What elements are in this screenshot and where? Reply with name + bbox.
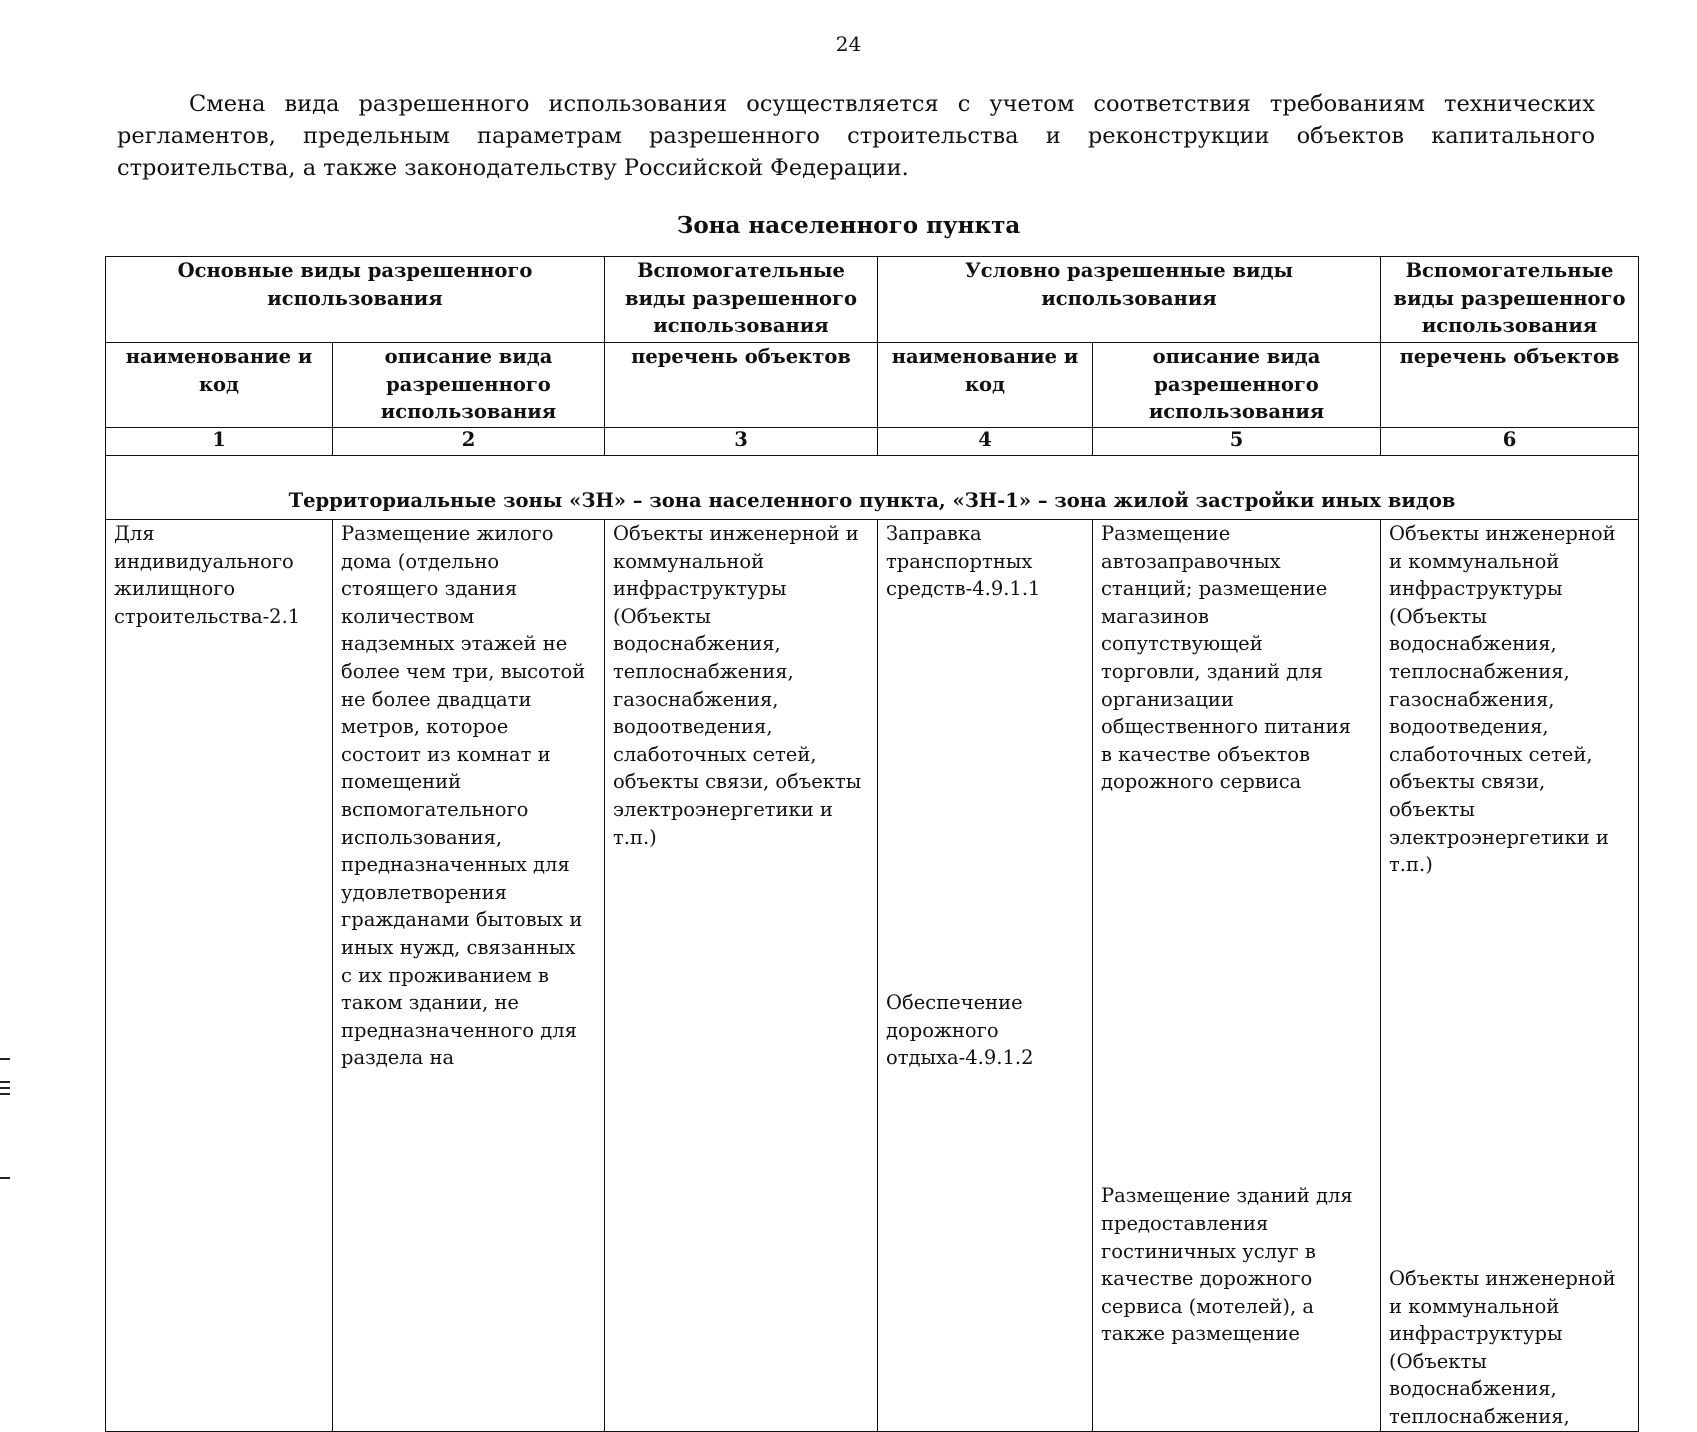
cell-name-code-1 (106, 520, 333, 1432)
text-line: Объекты инженерной (1389, 522, 1616, 545)
header-aux-uses-2: Вспомогательные виды разрешенного использования (1381, 257, 1639, 343)
cell-objects-list-2 (1381, 520, 1639, 1432)
text-line: состоит из комнат и (341, 742, 551, 766)
header-conditional-uses: Условно разрешенные виды использования (878, 257, 1381, 343)
text-line: дорожного сервиса (1101, 770, 1302, 794)
text-line: Для (114, 522, 155, 545)
text-line: (Объекты (1389, 1349, 1487, 1373)
column-number: 1 (106, 428, 333, 456)
column-number-row (106, 428, 1639, 456)
text-line: водоотведения, (613, 715, 773, 739)
aux-objects-block-b (1389, 879, 1630, 1431)
header-aux-uses-1: Вспомогательные виды разрешенного использования (605, 257, 878, 343)
text-line: инфраструктуры (613, 577, 787, 601)
conditional-description-block-a (1101, 520, 1372, 796)
text-line: водоснабжения, (1389, 632, 1557, 656)
text-line: объекты (1389, 797, 1475, 821)
text-line: не более двадцати (341, 687, 532, 711)
text-line: т.п.) (1389, 853, 1433, 877)
text-line: использования, (341, 825, 503, 849)
text-line: в качестве объектов (1101, 742, 1310, 766)
scan-edge-mark (0, 1087, 10, 1089)
conditional-description-block-b (1101, 796, 1372, 1348)
text-line: общественного питания (1101, 715, 1351, 739)
land-use-table (105, 256, 1639, 1432)
subheader-description-2: описание вида разрешенного использования (1093, 343, 1381, 428)
text-line: теплоснабжения, (613, 659, 794, 683)
zone-row-title: Территориальные зоны «ЗН» – зона населенного пункта, «ЗН-1» – зона жилой застройки иных видов (106, 456, 1639, 520)
text-line: метров, которое (341, 715, 509, 739)
text-line: строительства-2.1 (114, 604, 301, 628)
text-line: газоснабжения, (613, 687, 779, 711)
column-number: 5 (1093, 428, 1381, 456)
conditional-use-block-a (886, 520, 1084, 603)
text-line: Обеспечение (886, 991, 1023, 1015)
text-line: транспортных (886, 549, 1033, 573)
aux-objects-block-a (1389, 520, 1630, 879)
table-group-header-row (106, 257, 1639, 343)
subheader-name-code-1: наименование и код (106, 343, 333, 428)
text-line: предназначенных для (341, 853, 570, 877)
text-line: гостиничных услуг в (1101, 1239, 1316, 1263)
cell-description-1 (333, 520, 605, 1432)
text-line: объекты связи, (1389, 770, 1546, 794)
text-line: инфраструктуры (1389, 1322, 1563, 1346)
subheader-objects-list-1: перечень объектов (605, 343, 878, 428)
text-line: помещений (341, 770, 462, 794)
column-number: 2 (333, 428, 605, 456)
scan-edge-mark (0, 1177, 10, 1179)
text-line: (Объекты (613, 604, 711, 628)
text-line: дома (отдельно (341, 549, 500, 573)
text-line: водоотведения, (1389, 715, 1549, 739)
text-line: с их проживанием в (341, 963, 549, 987)
text-line: надземных этажей не (341, 632, 568, 656)
text-line: (Объекты (1389, 604, 1487, 628)
text-line: и коммунальной (1389, 549, 1560, 573)
text-line: слаботочных сетей, (1389, 742, 1593, 766)
text-line: Размещение зданий для (1101, 1184, 1353, 1208)
text-line: стоящего здания (341, 577, 518, 601)
text-line: электроэнергетики и (613, 797, 833, 821)
column-number: 6 (1381, 428, 1639, 456)
text-line: также размещение (1101, 1322, 1300, 1346)
cell-name-code-2 (878, 520, 1093, 1432)
text-line: слаботочных сетей, (613, 742, 817, 766)
table-row (106, 520, 1639, 1432)
text-line: иных нужд, связанных (341, 935, 576, 959)
text-line: дорожного (886, 1018, 999, 1042)
subheader-description-1: описание вида разрешенного использования (333, 343, 605, 428)
text-line: качестве дорожного (1101, 1267, 1313, 1291)
page-number: 24 (835, 32, 862, 56)
text-line: таком здании, не (341, 991, 519, 1015)
text-line: теплоснабжения, (1389, 1405, 1570, 1429)
text-line: объекты связи, объекты (613, 770, 862, 794)
text-line: инфраструктуры (1389, 577, 1563, 601)
text-line: индивидуального (114, 549, 294, 573)
text-line: Объекты инженерной и (613, 522, 859, 545)
text-line: жилищного (114, 577, 236, 601)
scan-edge-mark (0, 1081, 10, 1083)
text-line: удовлетворения (341, 880, 507, 904)
zone-title: Зона населенного пункта (676, 212, 1021, 239)
text-line: автозаправочных (1101, 549, 1281, 573)
header-main-uses: Основные виды разрешенного использования (106, 257, 605, 343)
text-line: средств-4.9.1.1 (886, 577, 1041, 601)
conditional-use-block-b (886, 603, 1084, 1072)
table-sub-header-row (106, 343, 1639, 428)
column-number: 3 (605, 428, 878, 456)
text-line: электроэнергетики и (1389, 825, 1609, 849)
text-line: Размещение (1101, 522, 1231, 545)
text-line: предоставления (1101, 1211, 1269, 1235)
text-line: и коммунальной (1389, 1294, 1560, 1318)
text-line: количеством (341, 604, 475, 628)
text-line: водоснабжения, (1389, 1377, 1557, 1401)
text-line: вспомогательного (341, 797, 529, 821)
cell-description-2 (1093, 520, 1381, 1432)
subheader-name-code-2: наименование и код (878, 343, 1093, 428)
scan-edge-mark (0, 1058, 10, 1060)
text-line: магазинов (1101, 604, 1209, 628)
text-line: Размещение жилого (341, 522, 554, 545)
column-number: 4 (878, 428, 1093, 456)
text-line: отдыха-4.9.1.2 (886, 1046, 1034, 1070)
text-line: коммунальной (613, 549, 765, 573)
text-line: гражданами бытовых и (341, 908, 583, 932)
subheader-objects-list-2: перечень объектов (1381, 343, 1639, 428)
text-line: сервиса (мотелей), а (1101, 1294, 1315, 1318)
intro-paragraph: Смена вида разрешенного использования осуществляется с учетом соответствия требованиям технических регламентов, предельным параметрам разрешенного строительства и реконструкции объектов капитального строительства, а также законодательству Российской Федерации. (117, 91, 1595, 181)
text-line: теплоснабжения, (1389, 659, 1570, 683)
text-line: предназначенного для (341, 1018, 577, 1042)
cell-objects-list-1 (605, 520, 878, 1432)
text-line: водоснабжения, (613, 632, 781, 656)
text-line: т.п.) (613, 825, 657, 849)
text-line: газоснабжения, (1389, 687, 1555, 711)
text-line: организации (1101, 687, 1234, 711)
text-line: сопутствующей (1101, 632, 1263, 656)
scan-edge-mark (0, 1093, 10, 1095)
text-line: более чем три, высотой (341, 659, 586, 683)
text-line: раздела на (341, 1046, 455, 1070)
text-line: станций; размещение (1101, 577, 1328, 601)
text-line: Заправка (886, 522, 982, 545)
zone-row (106, 456, 1639, 520)
text-line: Объекты инженерной (1389, 1267, 1616, 1291)
text-line: торговли, зданий для (1101, 659, 1323, 683)
